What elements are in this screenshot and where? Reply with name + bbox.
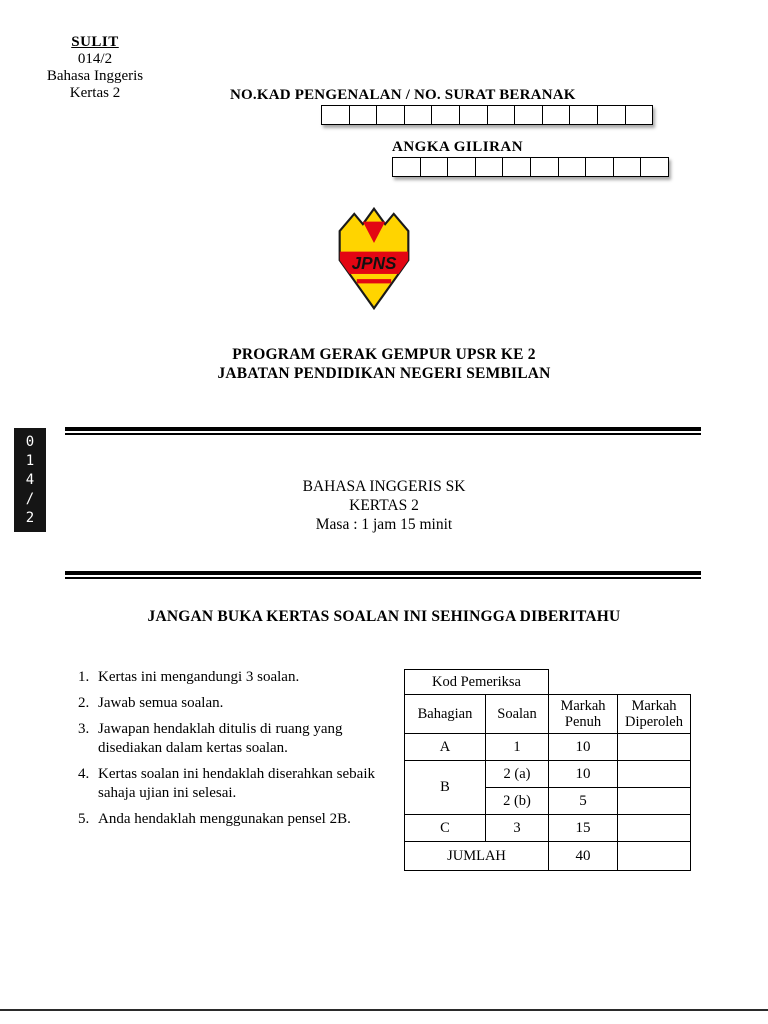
program-title-line2: JABATAN PENDIDIKAN NEGERI SEMBILAN (217, 365, 551, 382)
jpns-logo-text: JPNS (351, 252, 397, 273)
ic-number-boxes (321, 105, 653, 125)
spine-char: 0 (25, 433, 35, 450)
question-cell: 2 (b) (486, 788, 549, 815)
table-row (405, 815, 691, 842)
digit-box (376, 105, 405, 125)
spine-char: 4 (25, 471, 35, 488)
paper-number: Kertas 2 (69, 85, 121, 101)
paper-info (0, 477, 768, 534)
jpns-logo-graphic (331, 207, 417, 310)
digit-box (597, 105, 626, 125)
full-marks-cell: 5 (549, 788, 618, 815)
digit-box (530, 157, 559, 177)
program-title (0, 345, 768, 383)
table-header-row (405, 695, 691, 734)
paper-code: 014/2 (77, 51, 113, 67)
table-row (405, 734, 691, 761)
jpns-logo (331, 207, 417, 310)
instruction-item (78, 668, 384, 687)
paper-info-subject: BAHASA INGGERIS SK (302, 478, 466, 495)
divider-rule-top (65, 427, 701, 435)
examiner-marks-table (404, 669, 691, 871)
section-cell: B (405, 761, 486, 815)
digit-box (514, 105, 543, 125)
section-cell: A (405, 734, 486, 761)
digit-box (459, 105, 488, 125)
digit-box (392, 157, 421, 177)
total-obtained-marks (618, 842, 691, 871)
subject-name: Bahasa Inggeris (46, 68, 144, 84)
full-marks-cell: 15 (549, 815, 618, 842)
table-row (405, 761, 691, 788)
spine-char: / (25, 490, 35, 507)
instruction-item (78, 810, 384, 829)
instruction-text: Jawapan hendaklah ditulis di ruang yang disediakan dalam kertas soalan. (98, 721, 343, 756)
instruction-text: Jawab semua soalan. (98, 695, 224, 711)
table-total-row (405, 842, 691, 871)
digit-box (613, 157, 642, 177)
instruction-text: Anda hendaklah menggunakan pensel 2B. (98, 811, 351, 827)
paper-info-duration: Masa : 1 jam 15 minit (315, 516, 453, 533)
obtained-marks-cell (618, 815, 691, 842)
table-spacer-cell (549, 670, 618, 695)
obtained-marks-cell (618, 788, 691, 815)
obtained-marks-cell (618, 734, 691, 761)
do-not-open-warning: JANGAN BUKA KERTAS SOALAN INI SEHINGGA DIBERITAHU (147, 608, 621, 625)
instruction-text: Kertas soalan ini hendaklah diserahkan sebaik sahaja ujian ini selesai. (98, 766, 375, 801)
digit-box (420, 157, 449, 177)
index-number-boxes (392, 157, 669, 177)
digit-box (447, 157, 476, 177)
instruction-number: 3. (78, 721, 90, 737)
instruction-list (78, 668, 384, 836)
column-header-markah-penuh: Markah Penuh (549, 695, 618, 734)
digit-box (640, 157, 669, 177)
obtained-marks-cell (618, 761, 691, 788)
spine-char: 2 (25, 509, 35, 526)
instruction-number: 2. (78, 695, 90, 711)
question-cell: 3 (486, 815, 549, 842)
digit-box (558, 157, 587, 177)
column-header-markah-diperoleh: Markah Diperoleh (618, 695, 691, 734)
question-cell: 2 (a) (486, 761, 549, 788)
digit-box (487, 105, 516, 125)
digit-box (585, 157, 614, 177)
divider-rule-bottom (65, 571, 701, 579)
instruction-item (78, 720, 384, 758)
page-bottom-edge (0, 1009, 768, 1011)
instruction-number: 1. (78, 669, 90, 685)
instruction-item (78, 765, 384, 803)
column-header-soalan: Soalan (486, 695, 549, 734)
digit-box (431, 105, 460, 125)
column-header-bahagian: Bahagian (405, 695, 486, 734)
index-number-label: ANGKA GILIRAN (392, 139, 524, 155)
total-label: JUMLAH (405, 842, 549, 871)
instruction-number: 4. (78, 766, 90, 782)
ic-number-label: NO.KAD PENGENALAN / NO. SURAT BERANAK (230, 87, 576, 103)
digit-box (542, 105, 571, 125)
classification-label: SULIT (71, 34, 119, 50)
digit-box (321, 105, 350, 125)
instruction-text: Kertas ini mengandungi 3 soalan. (98, 669, 300, 685)
digit-box (625, 105, 654, 125)
spine-char: 1 (25, 452, 35, 469)
program-title-line1: PROGRAM GERAK GEMPUR UPSR KE 2 (232, 346, 536, 363)
digit-box (404, 105, 433, 125)
table-spacer-cell (618, 670, 691, 695)
total-full-marks: 40 (549, 842, 618, 871)
digit-box (569, 105, 598, 125)
paper-info-paper: KERTAS 2 (349, 497, 419, 514)
question-cell: 1 (486, 734, 549, 761)
instruction-item (78, 694, 384, 713)
instruction-number: 5. (78, 811, 90, 827)
table-row (405, 670, 691, 695)
digit-box (502, 157, 531, 177)
full-marks-cell: 10 (549, 734, 618, 761)
paper-meta (30, 34, 160, 102)
examiner-code-header: Kod Pemeriksa (405, 670, 549, 695)
full-marks-cell: 10 (549, 761, 618, 788)
section-cell: C (405, 815, 486, 842)
digit-box (475, 157, 504, 177)
digit-box (349, 105, 378, 125)
